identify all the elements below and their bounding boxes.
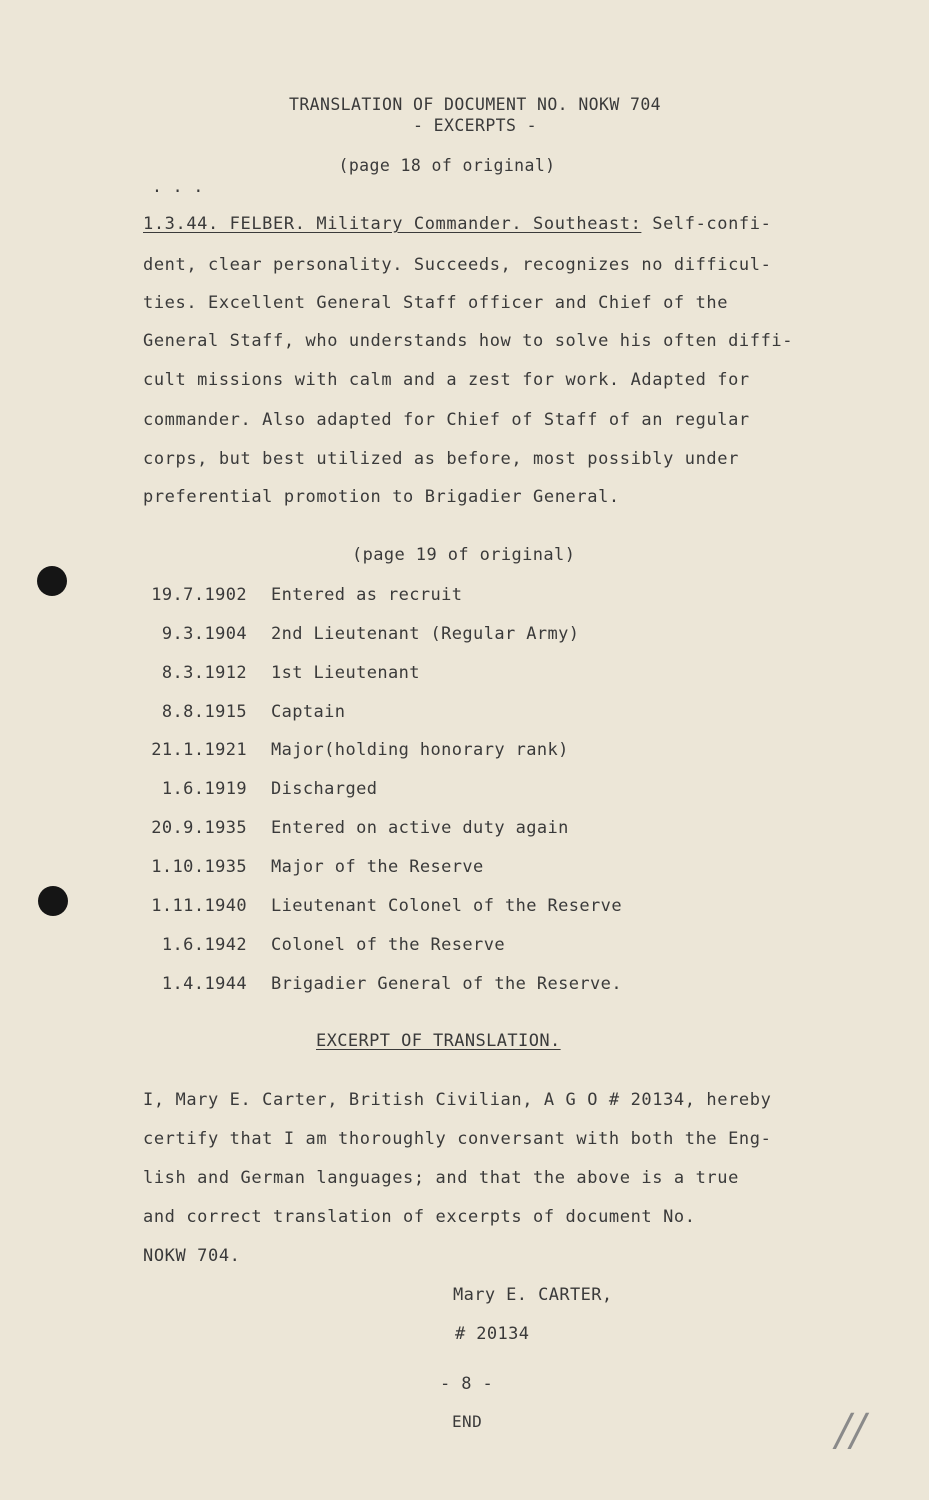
assessment-line-1: 1.3.44. FELBER. Military Commander. Southeast: Self-confi- — [143, 214, 772, 234]
certificate-line-2: certify that I am thoroughly conversant with both the Eng- — [143, 1129, 772, 1149]
signature-number: # 20134 — [455, 1324, 530, 1344]
career-date: 1.11.1940 — [151, 896, 247, 916]
career-date: 1.6.1942 — [161, 935, 247, 955]
assessment-line-8: preferential promotion to Brigadier General. — [143, 487, 620, 507]
assessment-line-5: cult missions with calm and a zest for work. Adapted for — [143, 370, 750, 390]
certificate-line-5: NOKW 704. — [143, 1246, 241, 1266]
career-date: 8.8.1915 — [161, 702, 247, 722]
career-description: Major(holding honorary rank) — [271, 740, 569, 760]
career-description: 1st Lieutenant — [271, 663, 420, 683]
assessment-line-7: corps, but best utilized as before, most possibly under — [143, 449, 739, 469]
pencil-mark: // — [836, 1405, 866, 1456]
career-description: Major of the Reserve — [271, 857, 484, 877]
career-description: Lieutenant Colonel of the Reserve — [271, 896, 622, 916]
assessment-line-3: ties. Excellent General Staff officer and Chief of the — [143, 293, 729, 313]
assessment-line-6: commander. Also adapted for Chief of Staff of an regular — [143, 410, 750, 430]
punch-hole-bottom — [38, 886, 68, 916]
career-date: 1.10.1935 — [151, 857, 247, 877]
career-description: Entered on active duty again — [271, 818, 569, 838]
career-description: Colonel of the Reserve — [271, 935, 505, 955]
page-reference-19: (page 19 of original) — [352, 545, 576, 565]
certificate-heading: EXCERPT OF TRANSLATION. — [316, 1031, 561, 1051]
career-date: 20.9.1935 — [151, 818, 247, 838]
career-description: Brigadier General of the Reserve. — [271, 974, 622, 994]
document-subtitle: - EXCERPTS - — [412, 116, 537, 135]
assessment-line-4: General Staff, who understands how to solve his often diffi- — [143, 331, 794, 351]
document-title: TRANSLATION OF DOCUMENT NO. NOKW 704 — [288, 95, 662, 114]
career-description: Entered as recruit — [271, 585, 463, 605]
ellipsis-dots: . . . — [152, 177, 204, 196]
career-date: 1.4.1944 — [161, 974, 247, 994]
certificate-line-4: and correct translation of excerpts of document No. — [143, 1207, 696, 1227]
career-description: Discharged — [271, 779, 378, 799]
certificate-line-1: I, Mary E. Carter, British Civilian, A G O # 20134, hereby — [143, 1090, 772, 1110]
career-description: Captain — [271, 702, 346, 722]
career-date: 8.3.1912 — [161, 663, 247, 683]
career-date: 19.7.1902 — [151, 585, 247, 605]
punch-hole-top — [37, 566, 67, 596]
certificate-line-3: lish and German languages; and that the above is a true — [143, 1168, 739, 1188]
career-date: 1.6.1919 — [161, 779, 247, 799]
signature-name: Mary E. CARTER, — [453, 1285, 613, 1305]
page-reference-18: (page 18 of original) — [338, 156, 556, 175]
career-date: 9.3.1904 — [161, 624, 247, 644]
career-description: 2nd Lieutenant (Regular Army) — [271, 624, 580, 644]
assessment-line-2: dent, clear personality. Succeeds, recognizes no difficul- — [143, 255, 772, 275]
career-date: 21.1.1921 — [151, 740, 247, 760]
assessment-lead: 1.3.44. FELBER. Military Commander. Southeast: — [143, 214, 642, 234]
page-number: - 8 - — [440, 1374, 494, 1394]
end-marker: END — [452, 1412, 483, 1431]
